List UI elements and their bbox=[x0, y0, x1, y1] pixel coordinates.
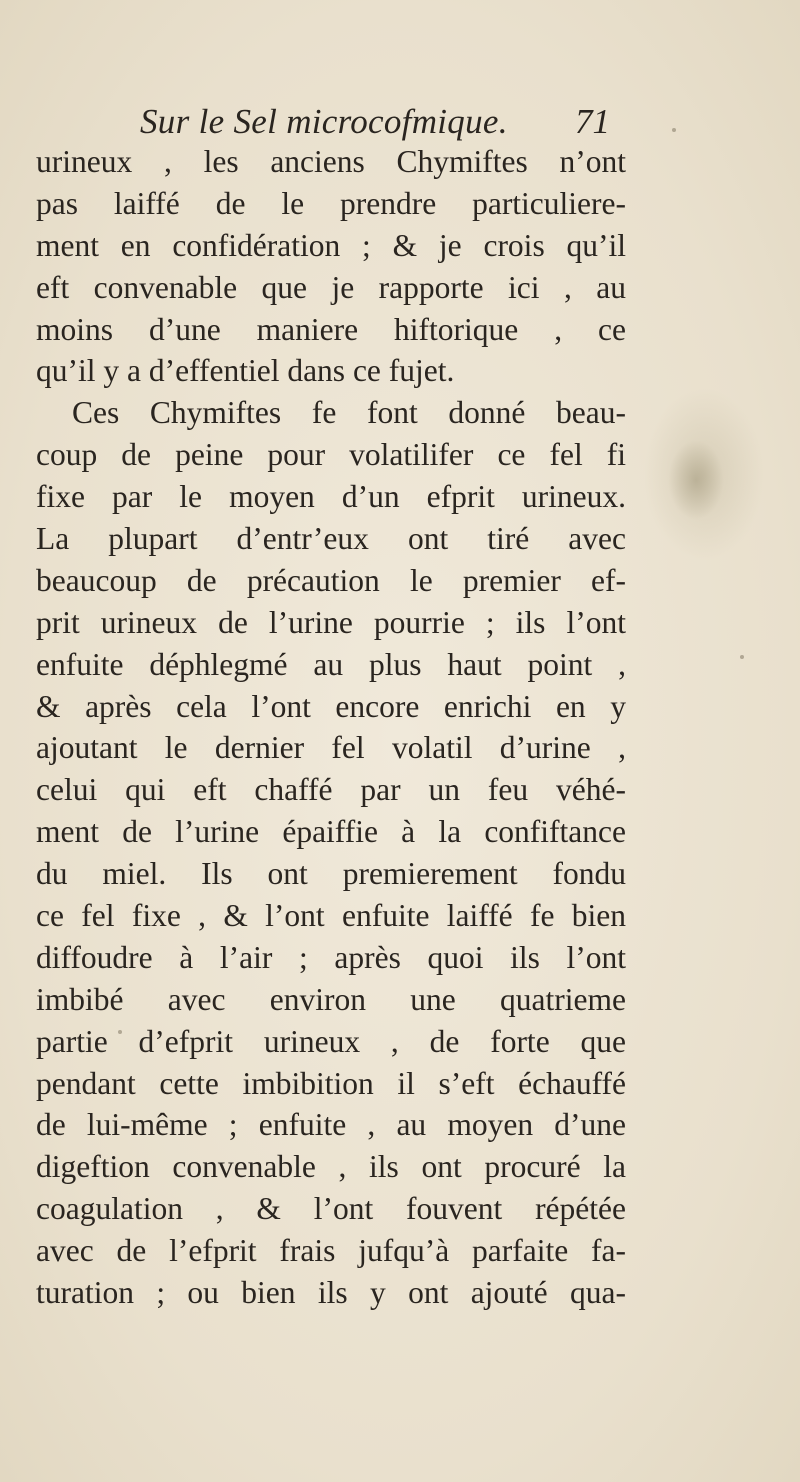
text-line: pendant cette imbibition il s’eft échauffé bbox=[36, 1065, 626, 1101]
text-line: partie d’efprit urineux , de forte que bbox=[36, 1023, 626, 1059]
page-header bbox=[140, 100, 610, 144]
text-line: celui qui eft chaffé par un feu véhé- bbox=[36, 772, 626, 808]
text-line: avec de l’efprit frais jufqu’à parfaite fa- bbox=[36, 1233, 626, 1269]
paper-speck bbox=[672, 128, 676, 132]
text-line: La plupart d’entr’eux ont tiré avec bbox=[36, 521, 626, 557]
text-line: coagulation , & l’ont fouvent répétée bbox=[36, 1191, 626, 1227]
text-line: enfuite déphlegmé au plus haut point , bbox=[36, 646, 626, 682]
page-number: 71 bbox=[575, 102, 610, 141]
text-line: eft convenable que je rapporte ici , au bbox=[36, 269, 626, 305]
text-line: coup de peine pour volatilifer ce fel fi bbox=[36, 437, 626, 473]
text-line: ment de l’urine épaiffie à la confiftance bbox=[36, 814, 626, 850]
text-line: ment en confidération ; & je crois qu’il bbox=[36, 227, 626, 263]
paper-speck bbox=[740, 655, 744, 659]
text-line: diffoudre à l’air ; après quoi ils l’ont bbox=[36, 939, 626, 975]
text-line: beaucoup de précaution le premier ef- bbox=[36, 562, 626, 598]
running-head: Sur le Sel microcofmique. bbox=[140, 102, 508, 141]
text-line: urineux , les anciens Chymiftes n’ont bbox=[36, 144, 626, 179]
text-line: ajoutant le dernier fel volatil d’urine , bbox=[36, 730, 626, 766]
text-line: turation ; ou bien ils y ont ajouté qua- bbox=[36, 1275, 626, 1311]
paper-stain bbox=[668, 440, 724, 520]
text-line: du miel. Ils ont premierement fondu bbox=[36, 856, 626, 892]
text-line: imbibé avec environ une quatrieme bbox=[36, 981, 626, 1017]
text-line: ce fel fixe , & l’ont enfuite laiffé fe bien bbox=[36, 898, 626, 934]
text-line: prit urineux de l’urine pourrie ; ils l’ont bbox=[36, 604, 626, 640]
text-line: de lui-même ; enfuite , au moyen d’une bbox=[36, 1107, 626, 1143]
text-line: & après cela l’ont encore enrichi en y bbox=[36, 688, 626, 724]
text-line: moins d’une maniere hiftorique , ce bbox=[36, 311, 626, 347]
text-line: pas laiffé de le prendre particuliere- bbox=[36, 185, 626, 221]
text-line: fixe par le moyen d’un efprit urineux. bbox=[36, 479, 626, 515]
text-line: digeftion convenable , ils ont procuré la bbox=[36, 1149, 626, 1185]
text-line: qu’il y a d’effentiel dans ce fujet. bbox=[36, 353, 455, 389]
text-line: Ces Chymiftes fe font donné beau- bbox=[72, 395, 626, 431]
body-text bbox=[36, 141, 626, 1314]
